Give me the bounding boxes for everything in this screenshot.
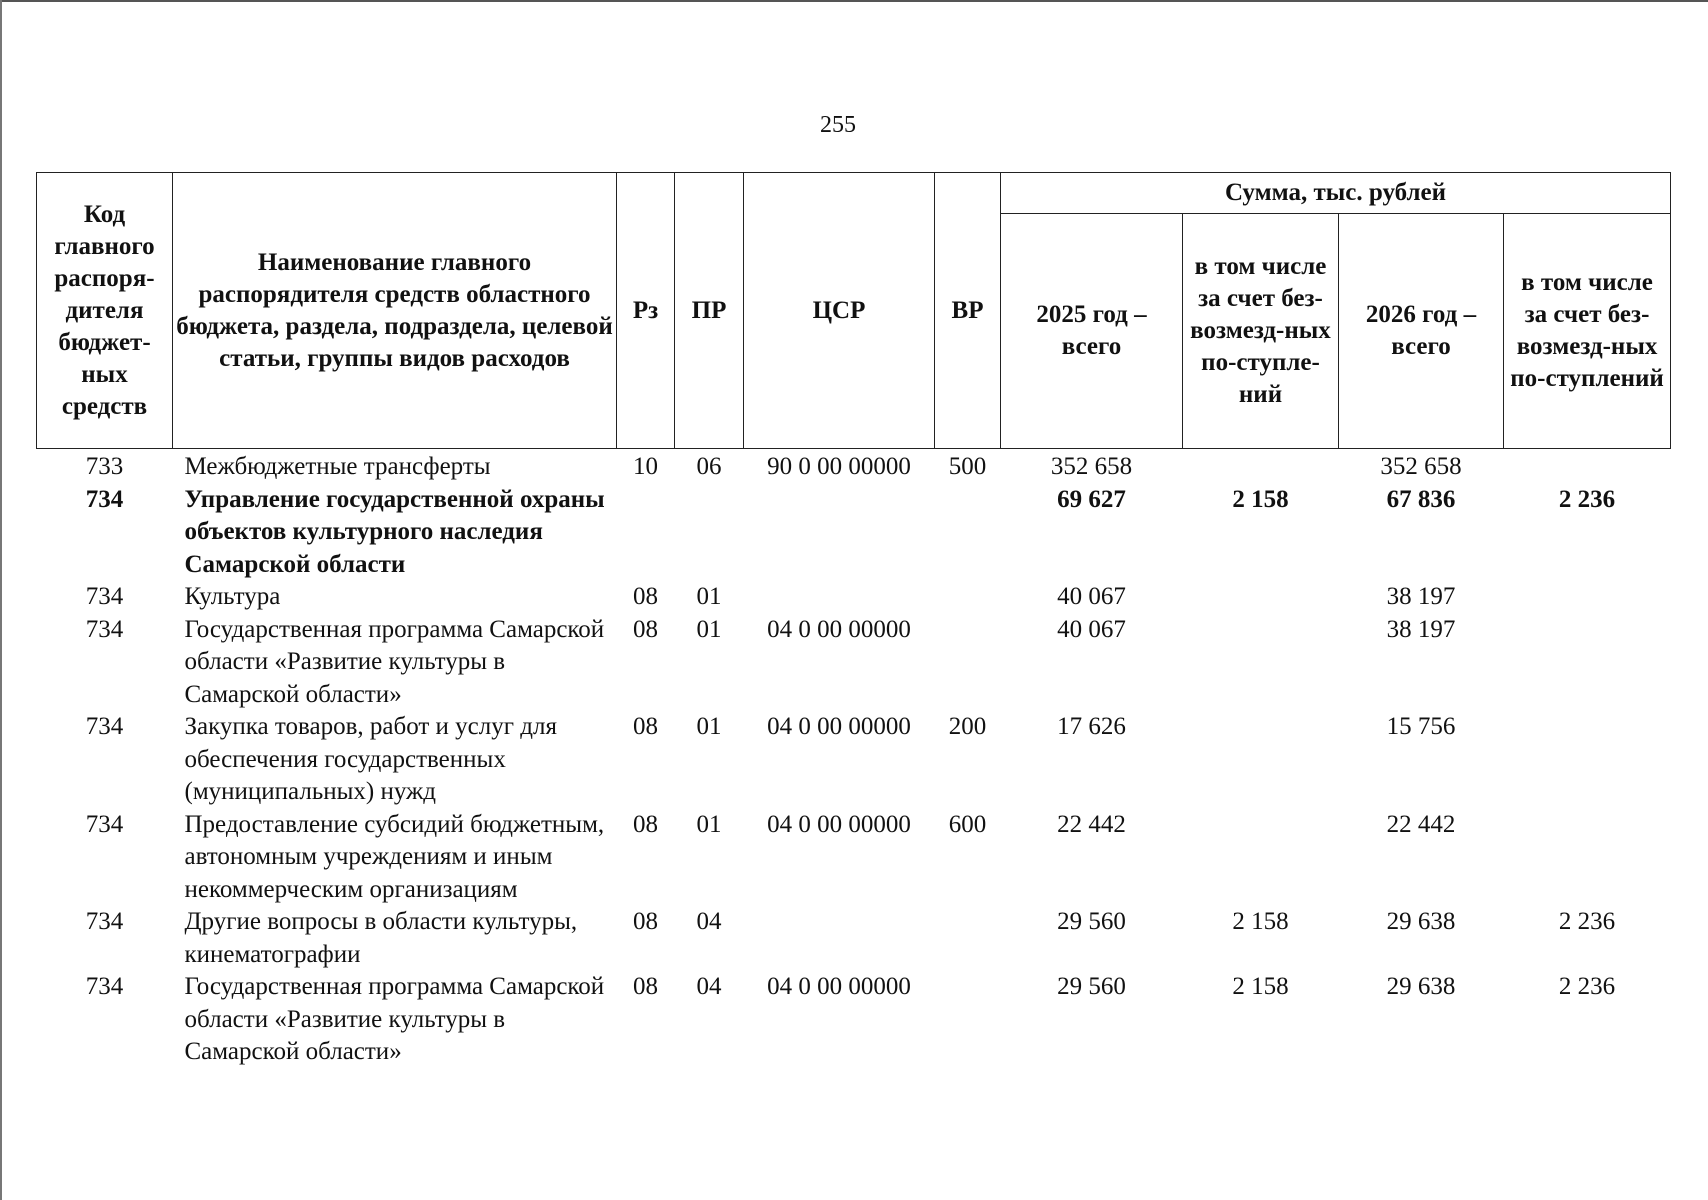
header-rz: Рз xyxy=(617,173,675,449)
cell-code: 734 xyxy=(85,810,124,838)
cell-vr: 500 xyxy=(948,453,987,480)
cell-rz: 08 xyxy=(633,615,658,643)
cell-2026-total: 38 197 xyxy=(1386,583,1456,610)
cell-2025-total: 40 067 xyxy=(1057,615,1126,643)
header-row-1 xyxy=(37,173,1671,214)
table-row xyxy=(37,809,1671,907)
cell-csr: 04 0 00 00000 xyxy=(767,615,911,643)
cell-rz: 08 xyxy=(633,583,658,610)
cell-vr xyxy=(935,906,1001,971)
cell-csr xyxy=(744,906,935,971)
table-row xyxy=(37,971,1671,1069)
cell-vr xyxy=(935,581,1001,614)
cell-2026-total: 29 638 xyxy=(1386,973,1456,1000)
cell-code: 734 xyxy=(85,713,124,740)
cell-2026-total: 67 836 xyxy=(1386,485,1456,513)
cell-2025-total: 22 442 xyxy=(1057,810,1126,838)
table-row xyxy=(37,614,1671,712)
cell-2026-free: 2 236 xyxy=(1558,485,1616,513)
cell-pr: 04 xyxy=(696,908,722,935)
cell-2025-total: 352 658 xyxy=(1050,453,1133,480)
cell-name: Управление государственной охраны объектов культурного наследия Самарской области xyxy=(184,485,605,578)
cell-pr: 01 xyxy=(696,810,722,838)
cell-2025-free: 2 158 xyxy=(1232,973,1289,1000)
header-sum-group: Сумма, тыс. рублей xyxy=(1001,173,1671,214)
cell-2025-free xyxy=(1183,809,1339,907)
scan-edge-top xyxy=(0,0,1708,2)
cell-2025-total: 40 067 xyxy=(1057,583,1126,610)
cell-pr: 06 xyxy=(696,453,722,480)
cell-rz: 08 xyxy=(633,810,658,838)
cell-vr xyxy=(935,484,1001,582)
cell-vr xyxy=(935,614,1001,712)
cell-pr: 01 xyxy=(696,583,722,610)
cell-2025-free xyxy=(1183,614,1339,712)
cell-name: Государственная программа Самарской области «Развитие культуры в Самарской области» xyxy=(184,615,605,708)
scan-edge-left xyxy=(0,0,2,1200)
cell-2026-total: 15 756 xyxy=(1386,713,1456,740)
cell-name: Межбюджетные трансферты xyxy=(184,453,491,480)
header-2026-free: в том числе за счет без-возмезд-ных по-ступлений xyxy=(1504,214,1671,449)
header-pr: ПР xyxy=(675,173,744,449)
cell-2026-free xyxy=(1504,614,1671,712)
cell-vr: 600 xyxy=(948,810,987,838)
cell-2026-free xyxy=(1504,581,1671,614)
cell-2025-total: 69 627 xyxy=(1057,485,1126,513)
cell-pr: 01 xyxy=(696,615,722,643)
header-name: Наименование главного распорядителя средств областного бюджета, раздела, подраздела, целевой статьи, группы видов расходов xyxy=(173,173,617,449)
table-row xyxy=(37,581,1671,614)
cell-name: Предоставление субсидий бюджетным, автономным учреждениям и иным некоммерческим организациям xyxy=(184,810,605,903)
cell-vr xyxy=(935,971,1001,1069)
cell-code: 734 xyxy=(85,583,124,610)
cell-rz: 08 xyxy=(633,908,658,935)
table-row xyxy=(37,906,1671,971)
cell-pr: 01 xyxy=(696,713,722,740)
cell-2025-free: 2 158 xyxy=(1232,908,1289,935)
cell-code: 734 xyxy=(85,908,124,935)
cell-vr: 200 xyxy=(948,713,987,740)
cell-csr: 04 0 00 00000 xyxy=(767,713,911,740)
cell-rz: 08 xyxy=(633,973,658,1000)
cell-2026-free xyxy=(1504,711,1671,809)
budget-table xyxy=(36,172,1671,1069)
cell-2025-total: 17 626 xyxy=(1057,713,1126,740)
cell-2026-total: 38 197 xyxy=(1386,615,1456,643)
cell-pr: 04 xyxy=(696,973,722,1000)
cell-csr: 04 0 00 00000 xyxy=(767,973,911,1000)
cell-code: 734 xyxy=(85,485,124,513)
cell-csr: 90 0 00 00000 xyxy=(767,453,911,480)
cell-name: Закупка товаров, работ и услуг для обеспечения государственных (муниципальных) нужд xyxy=(184,713,557,805)
cell-name: Государственная программа Самарской области «Развитие культуры в Самарской области» xyxy=(184,973,605,1065)
cell-code: 733 xyxy=(85,453,124,480)
table-row xyxy=(37,484,1671,582)
cell-2026-total: 352 658 xyxy=(1380,453,1462,480)
cell-2026-total: 22 442 xyxy=(1386,810,1456,838)
cell-2025-free xyxy=(1183,711,1339,809)
cell-rz: 08 xyxy=(633,713,658,740)
cell-name: Другие вопросы в области культуры, кинематографии xyxy=(184,908,578,968)
cell-2025-free xyxy=(1183,581,1339,614)
cell-csr xyxy=(744,581,935,614)
cell-2026-free xyxy=(1504,809,1671,907)
table-row xyxy=(37,711,1671,809)
cell-rz xyxy=(617,484,675,582)
header-csr: ЦСР xyxy=(744,173,935,449)
cell-2026-free: 2 236 xyxy=(1558,973,1616,1000)
cell-2025-free xyxy=(1183,449,1339,484)
cell-csr xyxy=(744,484,935,582)
header-code: Код главного распоря-дителя бюджет-ных средств xyxy=(37,173,173,449)
cell-2026-total: 29 638 xyxy=(1386,908,1456,935)
header-vr: ВР xyxy=(935,173,1001,449)
cell-pr xyxy=(675,484,744,582)
header-2025-total: 2025 год – всего xyxy=(1001,214,1183,449)
page-number: 255 xyxy=(820,112,856,138)
cell-csr: 04 0 00 00000 xyxy=(767,810,911,838)
header-2025-free: в том числе за счет без-возмезд-ных по-ступле-ний xyxy=(1183,214,1339,449)
cell-code: 734 xyxy=(85,615,124,643)
cell-name: Культура xyxy=(184,583,281,610)
cell-2026-free xyxy=(1504,449,1671,484)
cell-2025-total: 29 560 xyxy=(1057,908,1126,935)
cell-code: 734 xyxy=(85,973,124,1000)
cell-rz: 10 xyxy=(633,453,658,480)
cell-2025-total: 29 560 xyxy=(1057,973,1126,1000)
table-row xyxy=(37,449,1671,484)
header-2026-total: 2026 год – всего xyxy=(1339,214,1504,449)
cell-2026-free: 2 236 xyxy=(1558,908,1616,935)
cell-2025-free: 2 158 xyxy=(1232,485,1289,513)
